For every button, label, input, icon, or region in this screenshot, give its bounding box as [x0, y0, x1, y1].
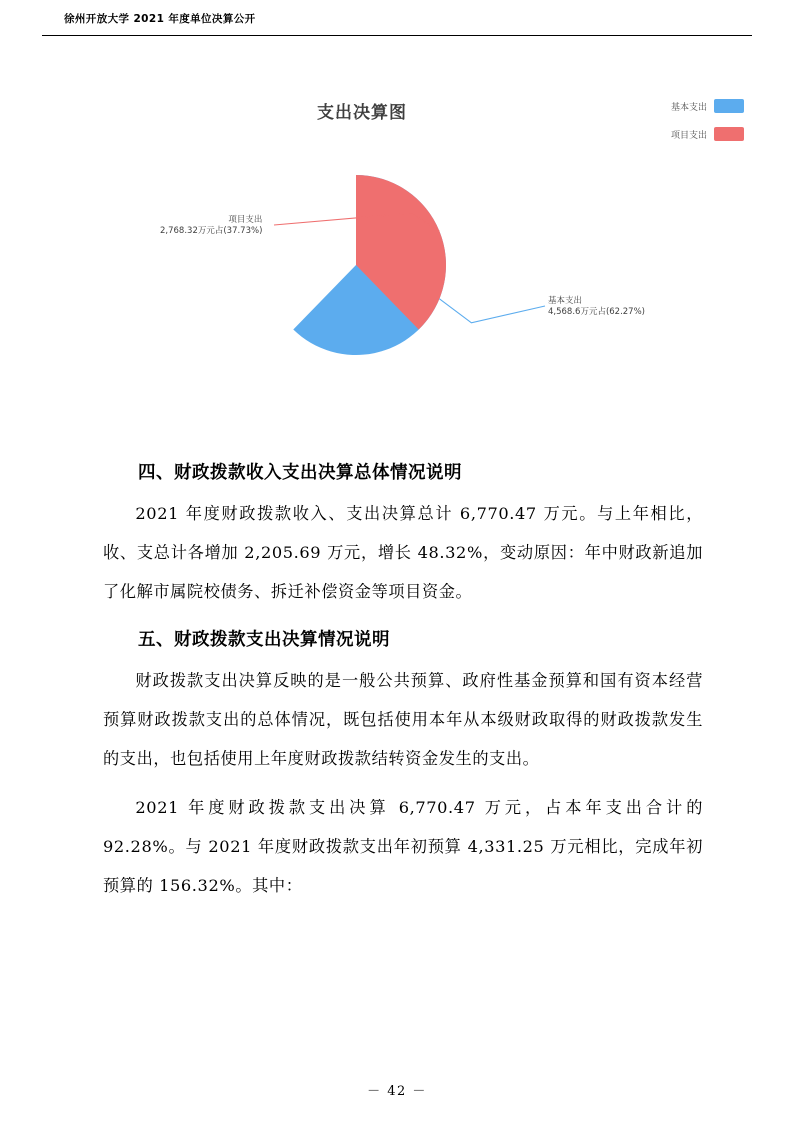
pie-callout-basic-title: 基本支出 — [548, 296, 583, 306]
pie-callout-project-value: 2,768.32万元占(37.73%) — [160, 226, 263, 236]
section-heading-4: 四、财政拨款收入支出决算总体情况说明 — [138, 463, 462, 483]
paragraph-spacer-2 — [103, 778, 703, 788]
pie-plot-area — [42, 70, 752, 410]
running-header-title: 徐州开放大学 2021 年度单位决算公开 — [64, 13, 256, 25]
document-body — [103, 458, 703, 905]
page-running-header — [42, 10, 752, 36]
paragraph-spacer — [103, 611, 703, 625]
pie-callout-project-title: 项目支出 — [228, 215, 263, 225]
pie-slice-group — [293, 175, 446, 355]
section-heading-5: 五、财政拨款支出决算情况说明 — [138, 630, 390, 650]
legend-label-project: 项目支出 — [670, 130, 707, 141]
legend-label-basic: 基本支出 — [670, 102, 707, 113]
pie-callout-basic — [548, 296, 645, 318]
pie-callout-basic-value: 4,568.6万元占(62.27%) — [548, 307, 645, 317]
leader-line-basic — [439, 299, 545, 323]
chart-title: 支出决算图 — [317, 103, 407, 123]
paragraph-5-2: 2021 年度财政拨款支出决算 6,770.47 万元，占本年支出合计的92.28%。与 2021 年度财政拨款支出年初预算 4,331.25 万元相比，完成年初预算的 156.32%。其中： — [103, 798, 703, 895]
pie-callout-project — [160, 215, 262, 237]
page-number: － 42 － — [367, 1084, 427, 1099]
expenditure-pie-chart — [42, 70, 752, 410]
pie-svg — [42, 70, 752, 410]
paragraph-5-1: 财政拨款支出决算反映的是一般公共预算、政府性基金预算和国有资本经营预算财政拨款支出的总体情况，既包括使用本年从本级财政取得的财政拨款发生的支出，也包括使用上年度财政拨款结转资金发生的支出。 — [103, 671, 703, 768]
paragraph-4-1: 2021 年度财政拨款收入、支出决算总计 6,770.47 万元。与上年相比，收、支总计各增加 2,205.69 万元，增长 48.32%，变动原因：年中财政新追加了化解市属院校债务、拆迁补偿资金等项目资金。 — [103, 504, 703, 601]
